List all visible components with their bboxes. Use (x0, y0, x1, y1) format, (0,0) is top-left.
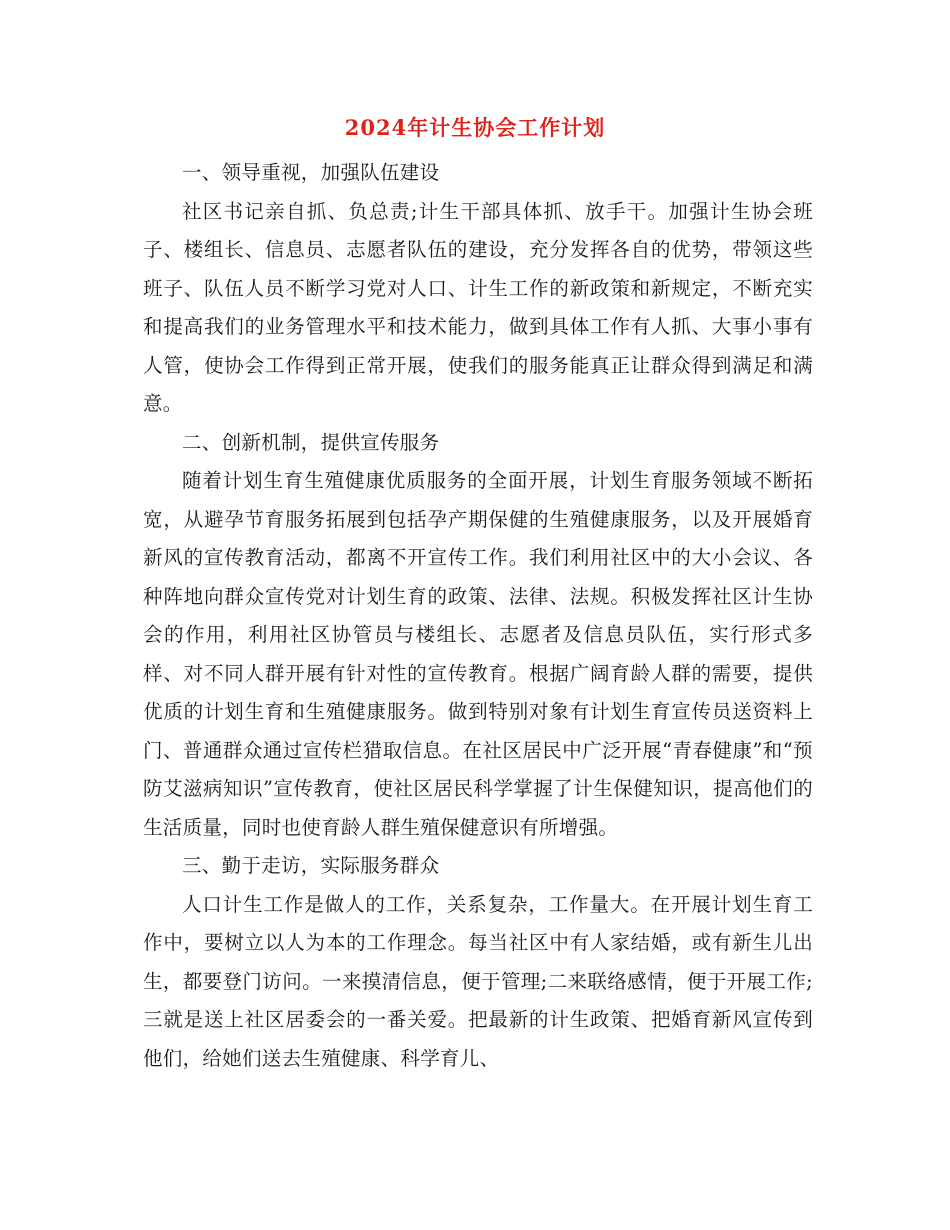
body-paragraph-1: 社区书记亲自抓、负总责;计生干部具体抓、放手干。加强计生协会班子、楼组长、信息员、志愿者队伍的建设，充分发挥各自的优势，带领这些班子、队伍人员不断学习党对人口、计生工作的新政策和新规定，不断充实和提高我们的业务管理水平和技术能力，做到具体工作有人抓、大事小事有人管，使协会工作得到正常开展，使我们的服务能真正让群众得到满足和满意。 (143, 199, 813, 415)
section-heading-1: 一、领导重视，加强队伍建设 (182, 161, 440, 184)
section-heading-3: 三、勤于走访，实际服务群众 (182, 854, 440, 877)
body-paragraph-2: 随着计划生育生殖健康优质服务的全面开展，计划生育服务领域不断拓宽，从避孕节育服务拓展到包括孕产期保健的生殖健康服务，以及开展婚育新风的宣传教育活动，都离不开宣传工作。我们利用社区中的大小会议、各种阵地向群众宣传党对计划生育的政策、法律、法规。积极发挥社区计生协会的作用，利用社区协管员与楼组长、志愿者及信息员队伍，实行形式多样、对不同人群开展有针对性的宣传教育。根据广阔育龄人群的需要，提供优质的计划生育和生殖健康服务。做到特别对象有计划生育宣传员送资料上门、普通群众通过宣传栏猎取信息。在社区居民中广泛开展“青春健康”和“预防艾滋病知识”宣传教育，使社区居民科学掌握了计生保健知识，提高他们的生活质量，同时也使育龄人群生殖保健意识有所增强。 (143, 469, 813, 839)
document-body (143, 154, 813, 1078)
section-heading-2: 二、创新机制，提供宣传服务 (182, 430, 440, 454)
document-title: 2024年计生协会工作计划 (344, 115, 606, 140)
body-paragraph-3: 人口计生工作是做人的工作，关系复杂，工作量大。在开展计划生育工作中，要树立以人为本的工作理念。每当社区中有人家结婚，或有新生儿出生，都要登门访问。一来摸清信息，便于管理;二来联络感情，便于开展工作;三就是送上社区居委会的一番关爱。把最新的计生政策、把婚育新风宣传到他们，给她们送去生殖健康、科学育儿、 (143, 892, 813, 1070)
